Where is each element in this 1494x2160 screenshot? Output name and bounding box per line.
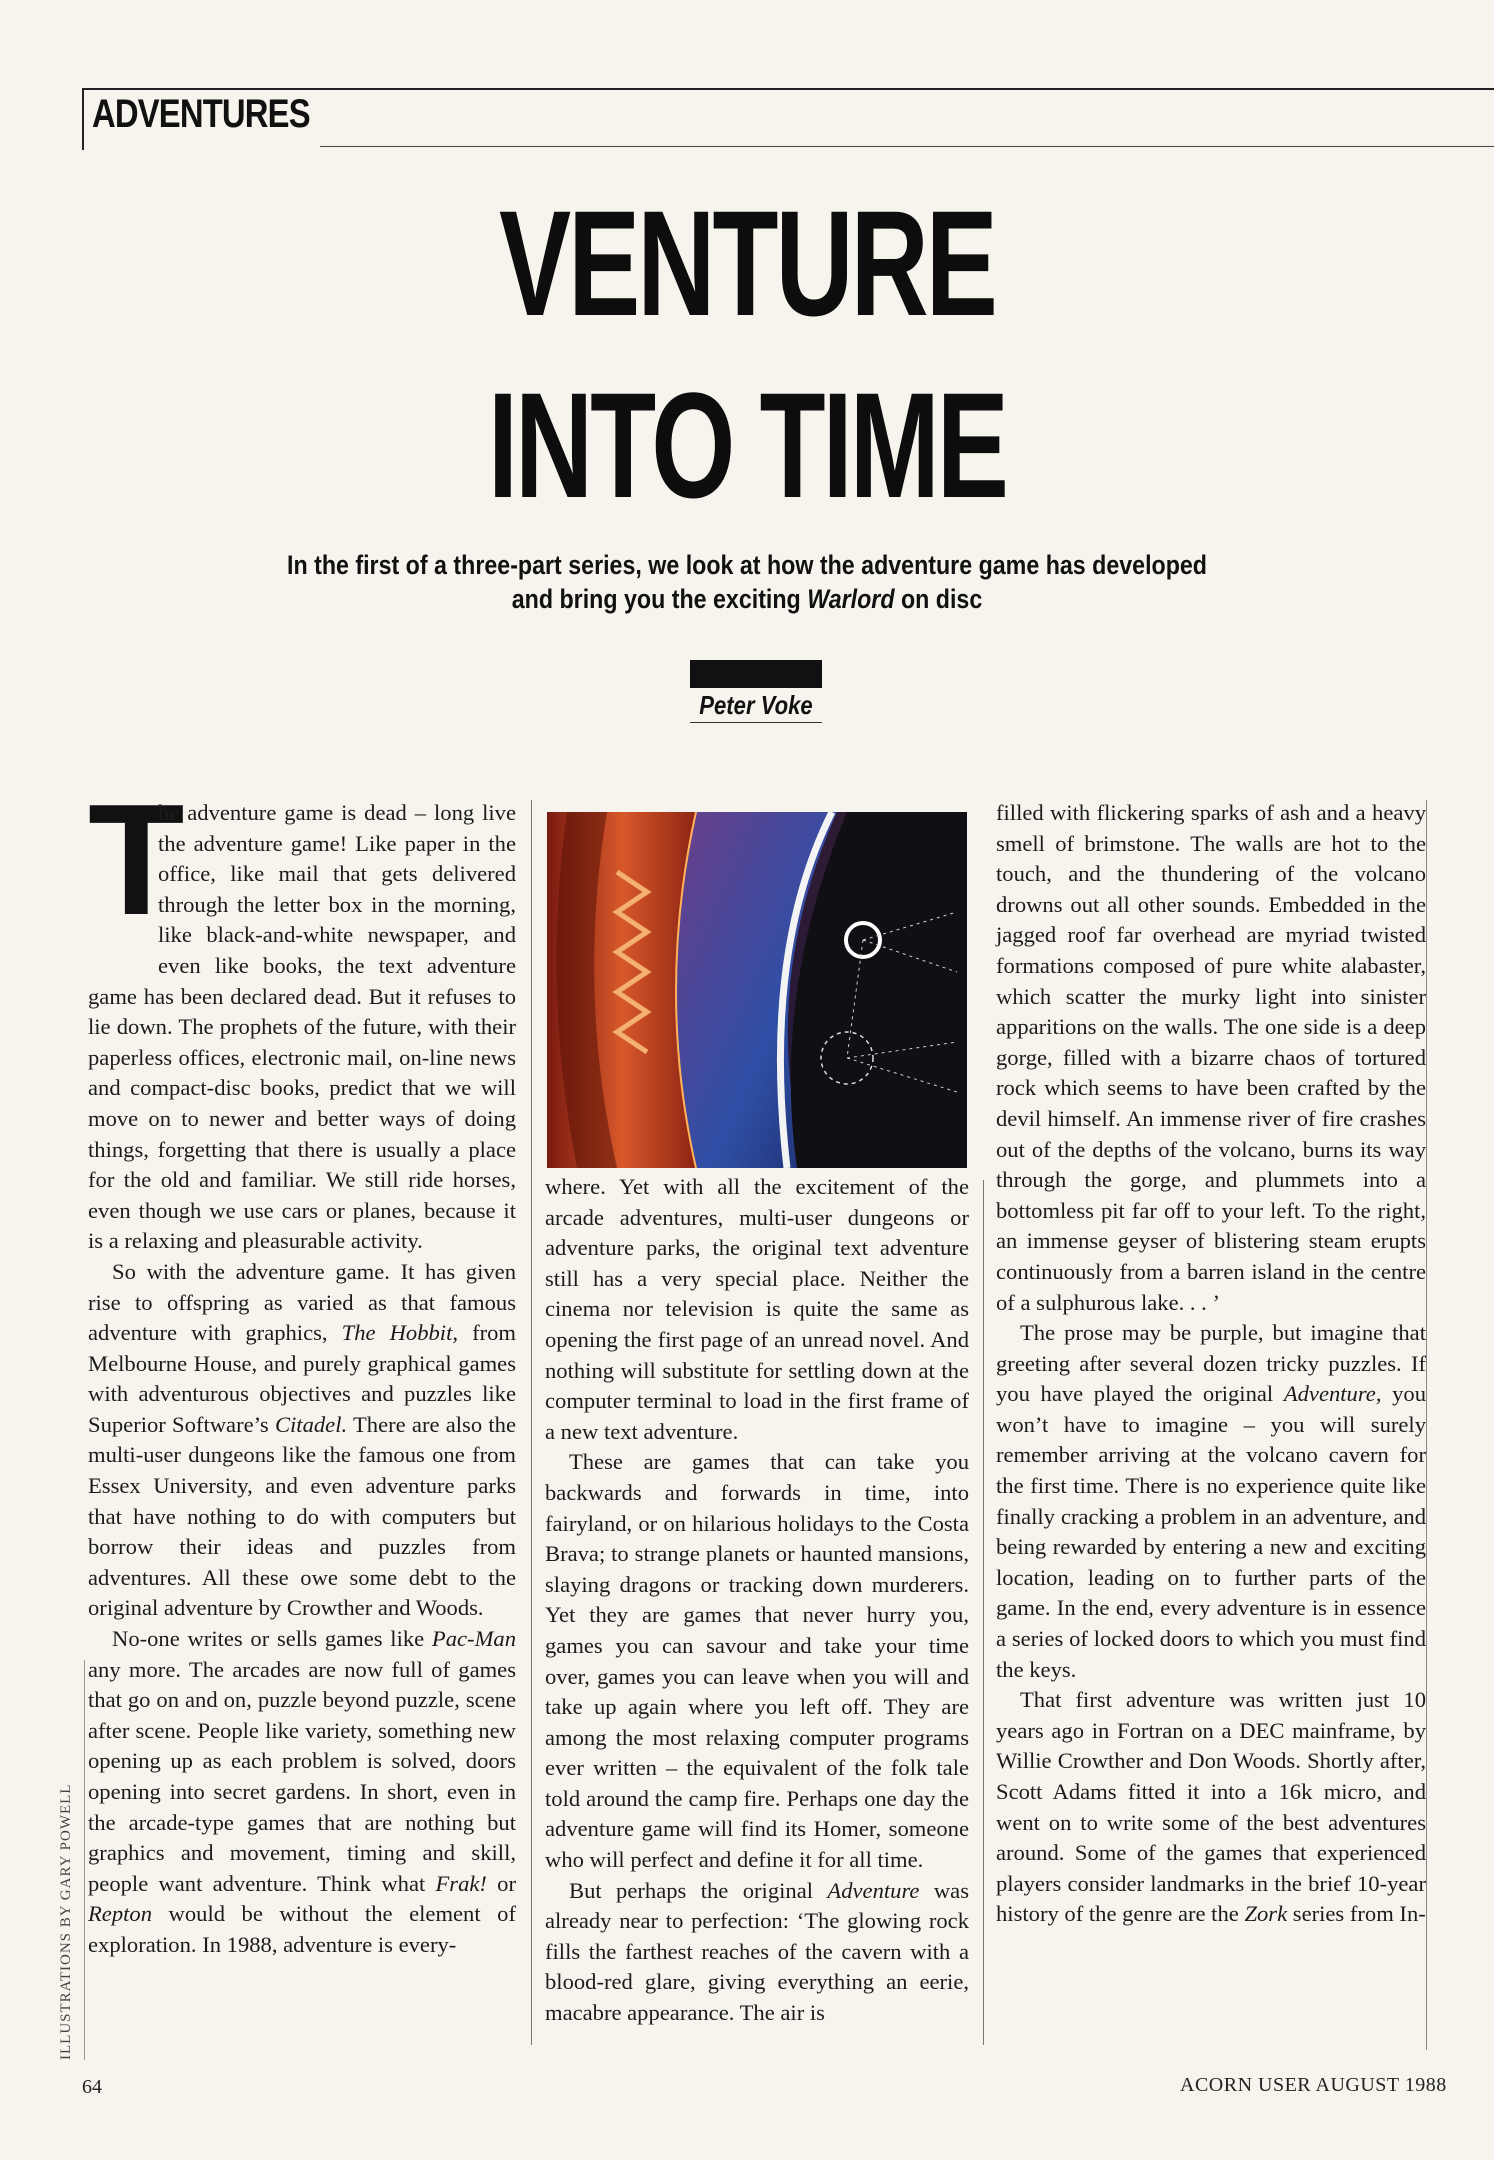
game-title: Pac-Man xyxy=(431,1626,516,1652)
paragraph xyxy=(545,1876,969,2029)
illustration-credit: ILLUSTRATIONS BY GARY POWELL xyxy=(58,1783,74,2060)
cosmic-artwork-illustration xyxy=(547,812,967,1168)
header-underline xyxy=(320,146,1494,147)
paragraph-text: series from In- xyxy=(1287,1901,1426,1927)
article-title-line-1: VENTURE xyxy=(499,179,995,347)
standfirst-text: In the first of a three-part series, we look at how the adventure game has developed and bring you the exciting xyxy=(286,550,1208,614)
paragraph-text: he adventure game is dead – long live the adventure game! Like paper in the office, like mail that gets delivered through the letter box in the morning, like black-and-white newspaper, and even like books, the text adventure game has been declared dead. But it refuses to lie down. The prophets of the future, with their paperless offices, electronic mail, on-line news and compact-disc books, predict that we will move on to newer and better ways of doing things, forgetting that there is usually a place for the old and familiar. We still ride horses, even though we use cars or planes, because it is a relaxing and pleasurable activity. xyxy=(88,800,516,1254)
page-number: 64 xyxy=(82,2076,102,2098)
paragraph xyxy=(996,1685,1426,1930)
article-standfirst xyxy=(277,548,1218,616)
paragraph-text: The prose may be purple, but imagine that greeting after several dozen tricky puzzles. If you have played the original xyxy=(996,1320,1426,1407)
column-divider xyxy=(1426,800,1427,2050)
section-heading: ADVENTURES xyxy=(92,92,310,136)
game-title: Citadel. xyxy=(274,1411,348,1437)
standfirst-text-end: on disc xyxy=(894,584,983,614)
paragraph-text: That first adventure was written just 10 years ago in Fortran on a DEC mainframe, by Willie Crowther and Don Woods. Shortly after, Scott Adams fitted it into a 16k micro, and went on to write some of the best adventures around. Some of the games that experienced players consider landmarks in the brief 10-year history of the genre are the xyxy=(996,1687,1426,1927)
game-title: Zork xyxy=(1244,1901,1288,1927)
paragraph-text: So with the adventure game. It has given rise to offspring as varied as that famous adventure with graphics, xyxy=(88,1258,516,1346)
paragraph-text: or xyxy=(486,1870,516,1896)
game-title: Repton xyxy=(88,1901,152,1927)
paragraph-text: These are games that can take you backwards and forwards in time, into fairyland, or on hilarious holidays to the Costa Brava; to strange planets or haunted mansions, slaying dragons or tracking down murderers. Yet they are games that never hurry you, games you can savour and take your time over, games you can leave when you will and take up again where you left off. They are among the most relaxing computer programs ever written – the equivalent of the folk tale told around the camp fire. Perhaps one day the adventure game will find its Homer, someone who will perfect and define it for all time. xyxy=(545,1449,969,1873)
paragraph-text: any more. The arcades are now full of games that go on and on, puzzle beyond puzzle, scene after scene. People like variety, something new opening up as each problem is solved, doors opening into secret gardens. In short, even in the arcade-type games that are nothing but graphics and movement, timing and skill, people want adventure. Think what xyxy=(88,1656,516,1896)
margin-rule xyxy=(84,1660,85,2060)
paragraph xyxy=(545,1172,969,1447)
paragraph xyxy=(88,1257,516,1624)
paragraph xyxy=(996,1318,1426,1685)
paragraph-text: you won’t have to imagine – you will surely remember arriving at the volcano cavern for the first time. There is no experience quite like finally cracking a problem in an adventure, and being rewarded by entering a new and exciting location, leading on to further parts of the game. In the end, every adventure is in essence a series of locked doors to which you must find the keys. xyxy=(996,1381,1426,1682)
game-title: Adventure xyxy=(827,1877,920,1903)
illustration-art xyxy=(547,812,967,1168)
paragraph-text: There are also the multi-user dungeons like the famous one from Essex University, and even adventure parks that have nothing to do with computers but borrow their ideas and puzzles from adventures. All these owe some debt to the original adventure by Crowther and Woods. xyxy=(88,1411,516,1621)
paragraph-text: But perhaps the original xyxy=(569,1877,828,1903)
paragraph-text: filled with flickering sparks of ash and a heavy smell of brimstone. The walls are hot to the touch, and the thundering of the volcano drowns out all other sounds. Embedded in the jagged roof far overhead are myriad twisted formations composed of pure white alabaster, which scatter the murky light into sinister apparitions on the walls. The one side is a deep gorge, filled with a bizarre chaos of tortured rock which seems to have been crafted by the devil himself. An immense river of fire crashes out of the depths of the volcano, burns its way through the gorge, and plummets into a bottomless pit far off to your left. To the right, an immense geyser of blistering steam erupts continuously from a barren island in the centre of a sulphurous lake. . . ’ xyxy=(996,800,1426,1315)
paragraph-text: would be without the element of exploration. In 1988, adventure is every- xyxy=(88,1901,516,1957)
paragraph-text: from Melbourne House, and purely graphical games with adventurous objectives and puzzles like Superior Software’s xyxy=(88,1320,516,1437)
column-divider xyxy=(983,1180,984,2045)
paragraph xyxy=(545,1447,969,1875)
game-title: Adventure, xyxy=(1283,1381,1382,1407)
column-divider xyxy=(531,800,532,2045)
paragraph xyxy=(88,1624,516,1961)
drop-cap: T xyxy=(88,772,185,948)
byline-rule xyxy=(690,722,822,723)
publication-footer: ACORN USER AUGUST 1988 xyxy=(1180,2074,1447,2096)
article-title-line-2: INTO TIME xyxy=(487,361,1007,529)
article-column-2 xyxy=(545,1172,969,2029)
paragraph-text: was already near to perfection: ‘The glowing rock fills the farthest reaches of the cavern with a blood-red glare, giving everything an eerie, macabre appearance. The air is xyxy=(545,1877,969,2026)
author-byline: Peter Voke xyxy=(699,690,813,720)
paragraph-text: No-one writes or sells games like xyxy=(112,1626,432,1652)
header-rule xyxy=(82,88,1494,90)
paragraph xyxy=(996,798,1426,1318)
paragraph-text: where. Yet with all the excitement of the arcade adventures, multi-user dungeons or adventure parks, the original text adventure still has a very special place. Neither the cinema nor television is quite the same as opening the first page of an unread novel. And nothing will substitute for settling down at the computer terminal to load in the first frame of a new text adventure. xyxy=(545,1174,969,1444)
header-side-rule xyxy=(82,88,84,150)
article-column-3 xyxy=(996,798,1426,1930)
article-column-1 xyxy=(88,772,516,1961)
byline-bar xyxy=(690,660,822,688)
game-title: The Hobbit, xyxy=(341,1320,458,1346)
game-title: Frak! xyxy=(435,1870,487,1896)
standfirst-game-name: Warlord xyxy=(807,584,895,614)
